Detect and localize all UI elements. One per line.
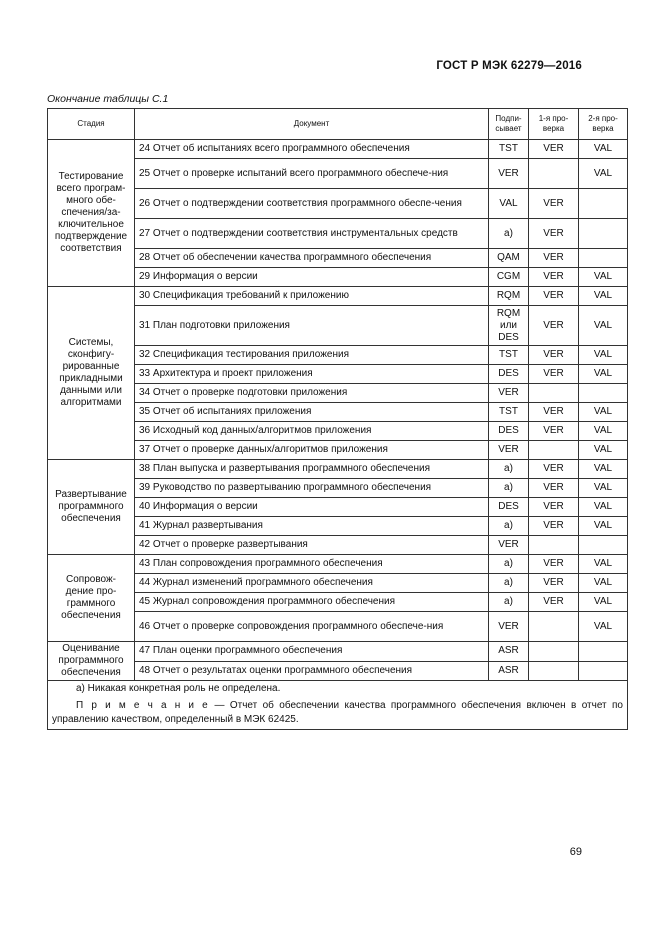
signs-cell: ASR	[489, 661, 529, 681]
document-cell: 40 Информация о версии	[135, 498, 489, 517]
signs-cell: TST	[489, 140, 529, 159]
check1-cell	[529, 159, 579, 189]
check1-cell: VER	[529, 498, 579, 517]
document-cell: 41 Журнал развертывания	[135, 517, 489, 536]
signs-cell: DES	[489, 498, 529, 517]
document-cell: 43 План сопровождения программного обеспечения	[135, 555, 489, 574]
check2-cell: VAL	[579, 403, 628, 422]
signs-cell: а)	[489, 593, 529, 612]
table-row	[48, 159, 628, 189]
check1-cell: VER	[529, 365, 579, 384]
document-cell: 34 Отчет о проверке подготовки приложения	[135, 384, 489, 403]
document-cell: 24 Отчет об испытаниях всего программного обеспечения	[135, 140, 489, 159]
signs-cell: VER	[489, 612, 529, 642]
check1-cell: VER	[529, 219, 579, 249]
check1-cell	[529, 612, 579, 642]
table-row	[48, 498, 628, 517]
document-cell: 39 Руководство по развертыванию программного обеспечения	[135, 479, 489, 498]
table-row	[48, 460, 628, 479]
document-cell: 46 Отчет о проверке сопровождения программного обеспече-​ния	[135, 612, 489, 642]
check2-cell: VAL	[579, 460, 628, 479]
document-cell: 38 План выпуска и развертывания программного обеспечения	[135, 460, 489, 479]
signs-cell: а)	[489, 517, 529, 536]
check2-cell: VAL	[579, 346, 628, 365]
document-cell: 48 Отчет о результатах оценки программного обеспечения	[135, 661, 489, 681]
check2-cell: VAL	[579, 422, 628, 441]
signs-cell: DES	[489, 365, 529, 384]
signs-cell: а)	[489, 574, 529, 593]
table-row	[48, 365, 628, 384]
check2-cell: VAL	[579, 555, 628, 574]
document-cell: 45 Журнал сопровождения программного обеспечения	[135, 593, 489, 612]
table-row	[48, 268, 628, 287]
signs-cell: CGM	[489, 268, 529, 287]
notes-row	[48, 681, 628, 730]
check1-cell	[529, 441, 579, 460]
stage-cell: Системы, сконфигу- рированные прикладными данными или алгоритмами	[48, 287, 135, 460]
signs-cell: RQM	[489, 287, 529, 306]
table-row	[48, 593, 628, 612]
signs-cell: TST	[489, 403, 529, 422]
stage-cell: Сопровож- дение про- граммного обеспечения	[48, 555, 135, 642]
check1-cell: VER	[529, 460, 579, 479]
signs-cell: а)	[489, 219, 529, 249]
note-label: П р и м е ч а н и е	[76, 699, 210, 711]
table-row	[48, 612, 628, 642]
check2-cell	[579, 249, 628, 268]
column-header-check1: 1-я про- верка	[529, 109, 579, 140]
document-cell: 47 План оценки программного обеспечения	[135, 642, 489, 662]
document-cell: 27 Отчет о подтверждении соответствия инструментальных средств	[135, 219, 489, 249]
check1-cell: VER	[529, 555, 579, 574]
table-row	[48, 517, 628, 536]
page-number: 69	[569, 846, 582, 858]
check1-cell: VER	[529, 249, 579, 268]
table-row	[48, 422, 628, 441]
document-cell: 32 Спецификация тестирования приложения	[135, 346, 489, 365]
check2-cell: VAL	[579, 159, 628, 189]
note-text: — Отчет об обеспечении качества программного обеспечения включен в отчет по управлению качеством, определенный в МЭК 62425.	[52, 699, 623, 725]
column-header-document: Документ	[135, 109, 489, 140]
check1-cell: VER	[529, 189, 579, 219]
check2-cell	[579, 661, 628, 681]
document-cell: 31 План подготовки приложения	[135, 306, 489, 346]
signs-cell: а)	[489, 479, 529, 498]
check2-cell	[579, 384, 628, 403]
check2-cell: VAL	[579, 306, 628, 346]
document-cell: 42 Отчет о проверке развертывания	[135, 536, 489, 555]
signs-cell: VER	[489, 441, 529, 460]
table-row	[48, 306, 628, 346]
table-row	[48, 249, 628, 268]
check2-cell: VAL	[579, 593, 628, 612]
check2-cell: VAL	[579, 441, 628, 460]
table-row	[48, 384, 628, 403]
table-row	[48, 441, 628, 460]
check1-cell: VER	[529, 593, 579, 612]
table-row	[48, 555, 628, 574]
signs-cell: а)	[489, 555, 529, 574]
check1-cell	[529, 661, 579, 681]
table-row	[48, 479, 628, 498]
table-row	[48, 287, 628, 306]
column-header-signs: Подпи- сывает	[489, 109, 529, 140]
stage-cell: Оценивание программного обеспечения	[48, 642, 135, 681]
check2-cell: VAL	[579, 365, 628, 384]
table-body	[48, 140, 628, 681]
table-caption: Окончание таблицы С.1	[47, 93, 169, 105]
table-row	[48, 574, 628, 593]
check1-cell: VER	[529, 287, 579, 306]
notes-cell	[48, 681, 628, 730]
signs-cell: RQM или DES	[489, 306, 529, 346]
signs-cell: VAL	[489, 189, 529, 219]
check2-cell	[579, 536, 628, 555]
check1-cell	[529, 536, 579, 555]
document-cell: 29 Информация о версии	[135, 268, 489, 287]
signs-cell: VER	[489, 159, 529, 189]
table-row	[48, 536, 628, 555]
check1-cell	[529, 642, 579, 662]
check1-cell: VER	[529, 517, 579, 536]
check1-cell: VER	[529, 422, 579, 441]
table-row	[48, 403, 628, 422]
check1-cell: VER	[529, 479, 579, 498]
document-cell: 35 Отчет об испытаниях приложения	[135, 403, 489, 422]
stage-cell: Развертывание программного обеспечения	[48, 460, 135, 555]
check1-cell	[529, 384, 579, 403]
table-row	[48, 189, 628, 219]
table-row	[48, 219, 628, 249]
check1-cell: VER	[529, 140, 579, 159]
document-cell: 36 Исходный код данных/алгоритмов приложения	[135, 422, 489, 441]
document-cell: 44 Журнал изменений программного обеспечения	[135, 574, 489, 593]
check2-cell	[579, 642, 628, 662]
check2-cell: VAL	[579, 287, 628, 306]
check2-cell	[579, 219, 628, 249]
document-cell: 28 Отчет об обеспечении качества программного обеспечения	[135, 249, 489, 268]
table-row	[48, 661, 628, 681]
document-cell: 33 Архитектура и проект приложения	[135, 365, 489, 384]
document-cell: 25 Отчет о проверке испытаний всего программного обеспече-​ния	[135, 159, 489, 189]
table-row	[48, 140, 628, 159]
signs-cell: VER	[489, 536, 529, 555]
document-cell: 30 Спецификация требований к приложению	[135, 287, 489, 306]
signs-cell: ASR	[489, 642, 529, 662]
check2-cell: VAL	[579, 574, 628, 593]
stage-cell: Тестирование всего програм- много обе- спечения/за- ключительное подтверждение соответствия	[48, 140, 135, 287]
check1-cell: VER	[529, 268, 579, 287]
table-row	[48, 642, 628, 662]
check2-cell: VAL	[579, 140, 628, 159]
note-paragraph	[52, 699, 623, 728]
check1-cell: VER	[529, 403, 579, 422]
column-header-stage: Стадия	[48, 109, 135, 140]
signs-cell: QAM	[489, 249, 529, 268]
check2-cell	[579, 189, 628, 219]
standard-header: ГОСТ Р МЭК 62279—2016	[436, 60, 582, 72]
footnote-text: а) Никакая конкретная роль не определена.	[76, 683, 281, 694]
column-header-check2: 2-я про- верка	[579, 109, 628, 140]
document-cell: 37 Отчет о проверке данных/алгоритмов приложения	[135, 441, 489, 460]
check2-cell: VAL	[579, 517, 628, 536]
check1-cell: VER	[529, 574, 579, 593]
check1-cell: VER	[529, 346, 579, 365]
document-cell: 26 Отчет о подтверждении соответствия программного обеспе-​чения	[135, 189, 489, 219]
check2-cell: VAL	[579, 612, 628, 642]
signs-cell: VER	[489, 384, 529, 403]
check2-cell: VAL	[579, 268, 628, 287]
check1-cell: VER	[529, 306, 579, 346]
table-row	[48, 346, 628, 365]
table-header-row	[48, 109, 628, 140]
signs-cell: DES	[489, 422, 529, 441]
signs-cell: TST	[489, 346, 529, 365]
signs-cell: а)	[489, 460, 529, 479]
documents-table	[47, 108, 628, 730]
check2-cell: VAL	[579, 498, 628, 517]
check2-cell: VAL	[579, 479, 628, 498]
